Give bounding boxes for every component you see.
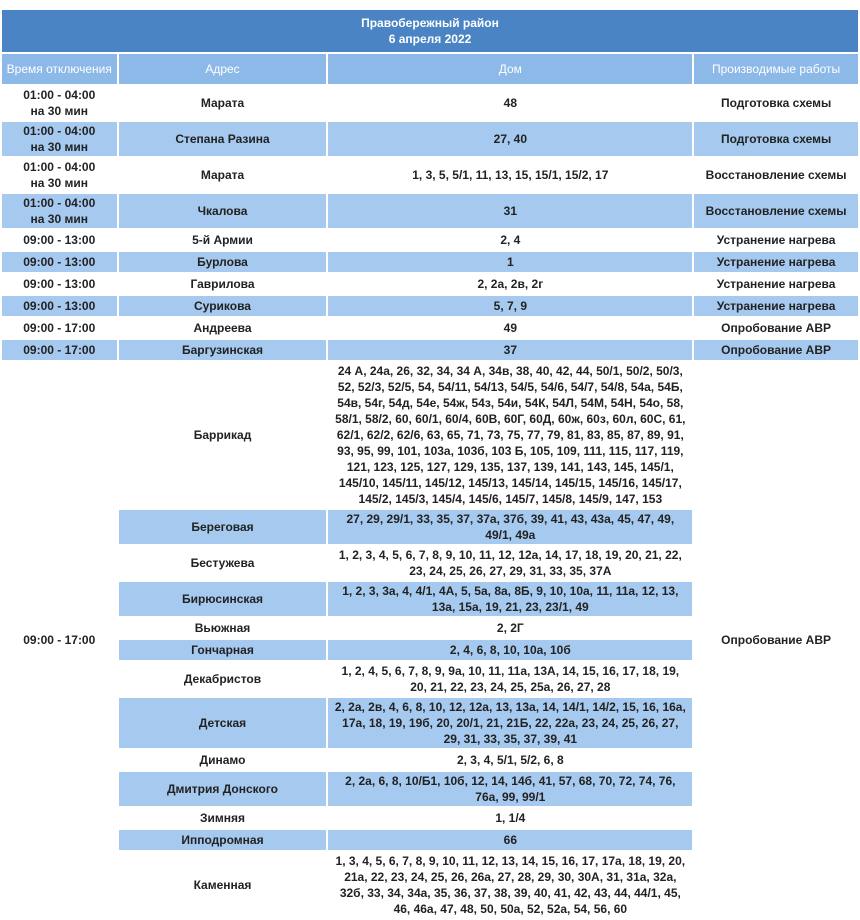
house-cell: 37 — [328, 340, 692, 360]
address-cell: Бурлова — [119, 252, 327, 272]
address-cell: Декабристов — [119, 662, 327, 696]
time-cell: 01:00 - 04:00 на 30 мин — [2, 122, 117, 156]
address-cell: Вьюжная — [119, 618, 327, 638]
work-cell: Устранение нагрева — [694, 252, 858, 272]
house-cell: 1, 2, 4, 5, 6, 7, 8, 9, 9а, 10, 11, 11а, 13А, 14, 15, 16, 17, 18, 19, 20, 21, 22, 23, 24, 25, 25а, 26, 27, 28 — [328, 662, 692, 696]
time-cell: 01:00 - 04:00 на 30 мин — [2, 194, 117, 228]
house-cell: 1 — [328, 252, 692, 272]
table-row — [2, 122, 858, 156]
house-cell: 2, 2а, 2в, 2г — [328, 274, 692, 294]
address-cell: Бестужева — [119, 546, 327, 580]
address-cell: 5-й Армии — [119, 230, 327, 250]
address-cell: Сурикова — [119, 296, 327, 316]
house-cell: 49 — [328, 318, 692, 338]
table-row — [2, 194, 858, 228]
house-cell: 2, 4 — [328, 230, 692, 250]
time-cell: 09:00 - 13:00 — [2, 230, 117, 250]
house-cell: 24 А, 24а, 26, 32, 34, 34 А, 34в, 38, 40, 42, 44, 50/1, 50/2, 50/3, 52, 52/3, 52/5, 54, 54/11, 54/13, 54/5, 54/6, 54/7, 54/8, 54а, 54Б, 54в, 54г, 54д, 54е, 54ж, 54з, 54и, 54К, 54Л, 54М, 54Н, 54о, 58, 58/1, 58/2, 60, 60/1, 60/4, 60В, 60Г, 60Д, 60ж, 60з, 60л, 60С, 61, 62/1, 62/2, 62/6, 63, 65, 71, 73, 75, 77, 79, 81, 83, 85, 87, 89, 91, 93, 95, 99, 101, 103а, 103б, 103 Б, 105, 109, 111, 115, 117, 119, 121, 123, 125, 127, 129, 135, 137, 139, 141, 143, 145, 145/1, 145/10, 145/11, 145/12, 145/13, 145/14, 145/15, 145/16, 145/17, 145/2, 145/3, 145/4, 145/6, 145/7, 145/8, 145/9, 147, 153 — [328, 362, 692, 508]
group-time-cell: 09:00 - 17:00 — [2, 362, 117, 918]
address-cell: Береговая — [119, 510, 327, 544]
address-cell: Каменная — [119, 852, 327, 918]
date-title: 6 апреля 2022 — [388, 32, 472, 46]
address-cell: Динамо — [119, 750, 327, 770]
work-cell: Устранение нагрева — [694, 230, 858, 250]
column-header-work: Производимые работы — [694, 54, 858, 84]
address-cell: Марата — [119, 158, 327, 192]
time-cell: 09:00 - 13:00 — [2, 274, 117, 294]
table-row — [2, 86, 858, 120]
column-header-house: Дом — [328, 54, 692, 84]
table-body — [2, 86, 858, 918]
house-cell: 2, 2а, 6, 8, 10/Б1, 10б, 12, 14, 14б, 41, 57, 68, 70, 72, 74, 76, 76а, 99, 99/1 — [328, 772, 692, 806]
table-row — [2, 362, 858, 508]
table-row — [2, 340, 858, 360]
house-cell: 1, 1/4 — [328, 808, 692, 828]
work-cell: Подготовка схемы — [694, 122, 858, 156]
address-cell: Баргузинская — [119, 340, 327, 360]
table-row — [2, 230, 858, 250]
house-cell: 1, 2, 3, 4, 5, 6, 7, 8, 9, 10, 11, 12, 12а, 14, 17, 18, 19, 20, 21, 22, 23, 24, 25, 26, 27, 29, 31, 33, 35, 37А — [328, 546, 692, 580]
outage-table — [0, 8, 860, 920]
address-cell: Андреева — [119, 318, 327, 338]
outage-table-wrapper — [0, 8, 860, 920]
address-cell: Зимняя — [119, 808, 327, 828]
address-cell: Гаврилова — [119, 274, 327, 294]
table-title — [2, 10, 858, 52]
house-cell: 48 — [328, 86, 692, 120]
work-cell: Восстановление схемы — [694, 194, 858, 228]
time-cell: 09:00 - 17:00 — [2, 318, 117, 338]
work-cell: Опробование АВР — [694, 318, 858, 338]
table-row — [2, 158, 858, 192]
table-row — [2, 274, 858, 294]
house-cell: 27, 40 — [328, 122, 692, 156]
house-cell: 27, 29, 29/1, 33, 35, 37, 37а, 37б, 39, 41, 43, 43а, 45, 47, 49, 49/1, 49а — [328, 510, 692, 544]
time-cell: 09:00 - 17:00 — [2, 340, 117, 360]
time-cell: 01:00 - 04:00 на 30 мин — [2, 86, 117, 120]
work-cell: Опробование АВР — [694, 340, 858, 360]
work-cell: Восстановление схемы — [694, 158, 858, 192]
house-cell: 2, 4, 6, 8, 10, 10а, 10б — [328, 640, 692, 660]
house-cell: 31 — [328, 194, 692, 228]
address-cell: Ипподромная — [119, 830, 327, 850]
house-cell: 1, 3, 4, 5, 6, 7, 8, 9, 10, 11, 12, 13, 14, 15, 16, 17, 17а, 18, 19, 20, 21а, 22, 23, 24, 25, 26, 26а, 27, 28, 29, 30, 30А, 31, 31а, 32а, 32б, 33, 34, 34а, 35, 36, 37, 38, 39, 40, 41, 42, 43, 44, 44/1, 45, 46, 46а, 47, 48, 50, 50а, 52, 52а, 54, 56, 60 — [328, 852, 692, 918]
address-cell: Степана Разина — [119, 122, 327, 156]
time-cell: 09:00 - 13:00 — [2, 296, 117, 316]
work-cell: Устранение нагрева — [694, 296, 858, 316]
house-cell: 2, 2а, 2в, 4, 6, 8, 10, 12, 12а, 13, 13а, 14, 14/1, 14/2, 15, 16, 16а, 17а, 18, 19, 19б, 20, 20/1, 21, 21Б, 22, 22а, 23, 24, 25, 26, 27, 29, 31, 33, 35, 37, 39, 41 — [328, 698, 692, 748]
house-cell: 1, 3, 5, 5/1, 11, 13, 15, 15/1, 15/2, 17 — [328, 158, 692, 192]
house-cell: 66 — [328, 830, 692, 850]
address-cell: Гончарная — [119, 640, 327, 660]
table-title-row — [2, 10, 858, 52]
house-cell: 5, 7, 9 — [328, 296, 692, 316]
column-header-time: Время отключения — [2, 54, 117, 84]
table-row — [2, 296, 858, 316]
table-row — [2, 252, 858, 272]
address-cell: Чкалова — [119, 194, 327, 228]
work-cell: Устранение нагрева — [694, 274, 858, 294]
work-cell: Подготовка схемы — [694, 86, 858, 120]
table-row — [2, 318, 858, 338]
district-title: Правобережный район — [361, 16, 499, 30]
time-cell: 09:00 - 13:00 — [2, 252, 117, 272]
address-cell: Марата — [119, 86, 327, 120]
house-cell: 2, 3, 4, 5/1, 5/2, 6, 8 — [328, 750, 692, 770]
group-work-cell: Опробование АВР — [694, 362, 858, 918]
column-header-row — [2, 54, 858, 84]
address-cell: Дмитрия Донского — [119, 772, 327, 806]
house-cell: 1, 2, 3, 3а, 4, 4/1, 4А, 5, 5а, 8а, 8Б, 9, 10, 10а, 11, 11а, 12, 13, 13а, 15а, 19, 21, 23, 23/1, 49 — [328, 582, 692, 616]
address-cell: Детская — [119, 698, 327, 748]
time-cell: 01:00 - 04:00 на 30 мин — [2, 158, 117, 192]
address-cell: Баррикад — [119, 362, 327, 508]
address-cell: Бирюсинская — [119, 582, 327, 616]
column-header-address: Адрес — [119, 54, 327, 84]
house-cell: 2, 2Г — [328, 618, 692, 638]
